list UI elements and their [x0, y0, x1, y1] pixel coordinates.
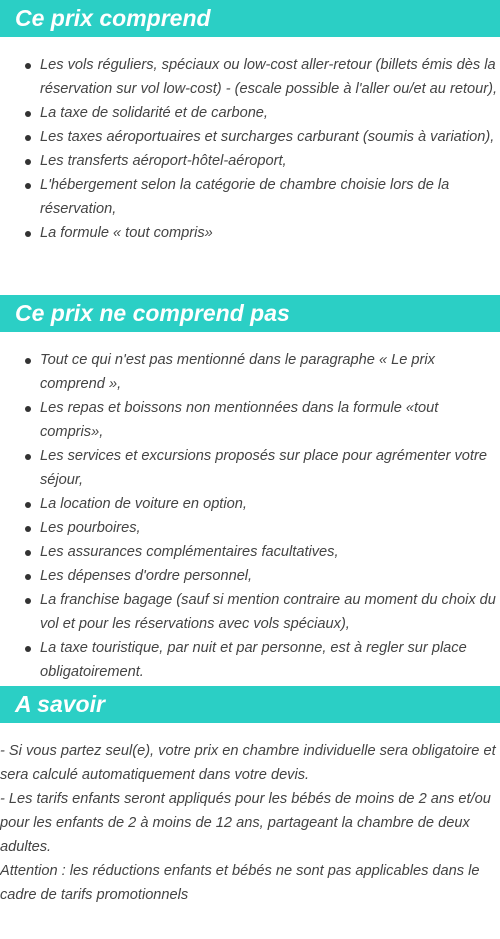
- list-item: Les assurances complémentaires facultatives,: [0, 540, 500, 564]
- bullet-icon: [25, 358, 31, 364]
- bullet-icon: [25, 183, 31, 189]
- bullet-icon: [25, 111, 31, 117]
- list-item: La taxe touristique, par nuit et par personne, est à regler sur place obligatoirement.: [0, 636, 500, 684]
- list-item: Les transferts aéroport-hôtel-aéroport,: [0, 149, 500, 173]
- list-item: La franchise bagage (sauf si mention contraire au moment du choix du vol et pour les réservations avec vols spéciaux),: [0, 588, 500, 636]
- bullet-icon: [25, 646, 31, 652]
- includes-list: [0, 53, 500, 245]
- info-paragraph: Attention : les réductions enfants et bébés ne sont pas applicables dans le cadre de tarifs promotionnels: [0, 863, 480, 903]
- bullet-icon: [25, 598, 31, 604]
- list-item: La taxe de solidarité et de carbone,: [0, 101, 500, 125]
- section-header-info: A savoir: [0, 686, 500, 723]
- info-paragraph: - Les tarifs enfants seront appliqués pour les bébés de moins de 2 ans et/ou pour les enfants de 2 à moins de 12 ans, partageant la chambre de deux adultes.: [0, 791, 491, 855]
- bullet-icon: [25, 135, 31, 141]
- list-item: Les repas et boissons non mentionnées dans la formule «tout compris»,: [0, 396, 500, 444]
- list-item: Les services et excursions proposés sur place pour agrémenter votre séjour,: [0, 444, 500, 492]
- list-item: L'hébergement selon la catégorie de chambre choisie lors de la réservation,: [0, 173, 500, 221]
- bullet-icon: [25, 454, 31, 460]
- section-header-excludes: Ce prix ne comprend pas: [0, 295, 500, 332]
- list-item: Tout ce qui n'est pas mentionné dans le paragraphe « Le prix comprend »,: [0, 348, 500, 396]
- list-item: Les pourboires,: [0, 516, 500, 540]
- section-header-includes: Ce prix comprend: [0, 0, 500, 37]
- excludes-list: [0, 348, 500, 684]
- bullet-icon: [25, 63, 31, 69]
- info-paragraphs: [0, 739, 500, 907]
- list-item: Les dépenses d'ordre personnel,: [0, 564, 500, 588]
- bullet-icon: [25, 526, 31, 532]
- list-item: Les taxes aéroportuaires et surcharges carburant (soumis à variation),: [0, 125, 500, 149]
- bullet-icon: [25, 406, 31, 412]
- info-paragraph: - Si vous partez seul(e), votre prix en chambre individuelle sera obligatoire et sera calculé automatiquement dans votre devis.: [0, 743, 496, 783]
- list-item: Les vols réguliers, spéciaux ou low-cost aller-retour (billets émis dès la réservation sur vol low-cost) - (escale possible à l'aller ou/et au retour),: [0, 53, 500, 101]
- bullet-icon: [25, 502, 31, 508]
- bullet-icon: [25, 159, 31, 165]
- bullet-icon: [25, 550, 31, 556]
- bullet-icon: [25, 574, 31, 580]
- list-item: La formule « tout compris»: [0, 221, 500, 245]
- list-item: La location de voiture en option,: [0, 492, 500, 516]
- bullet-icon: [25, 231, 31, 237]
